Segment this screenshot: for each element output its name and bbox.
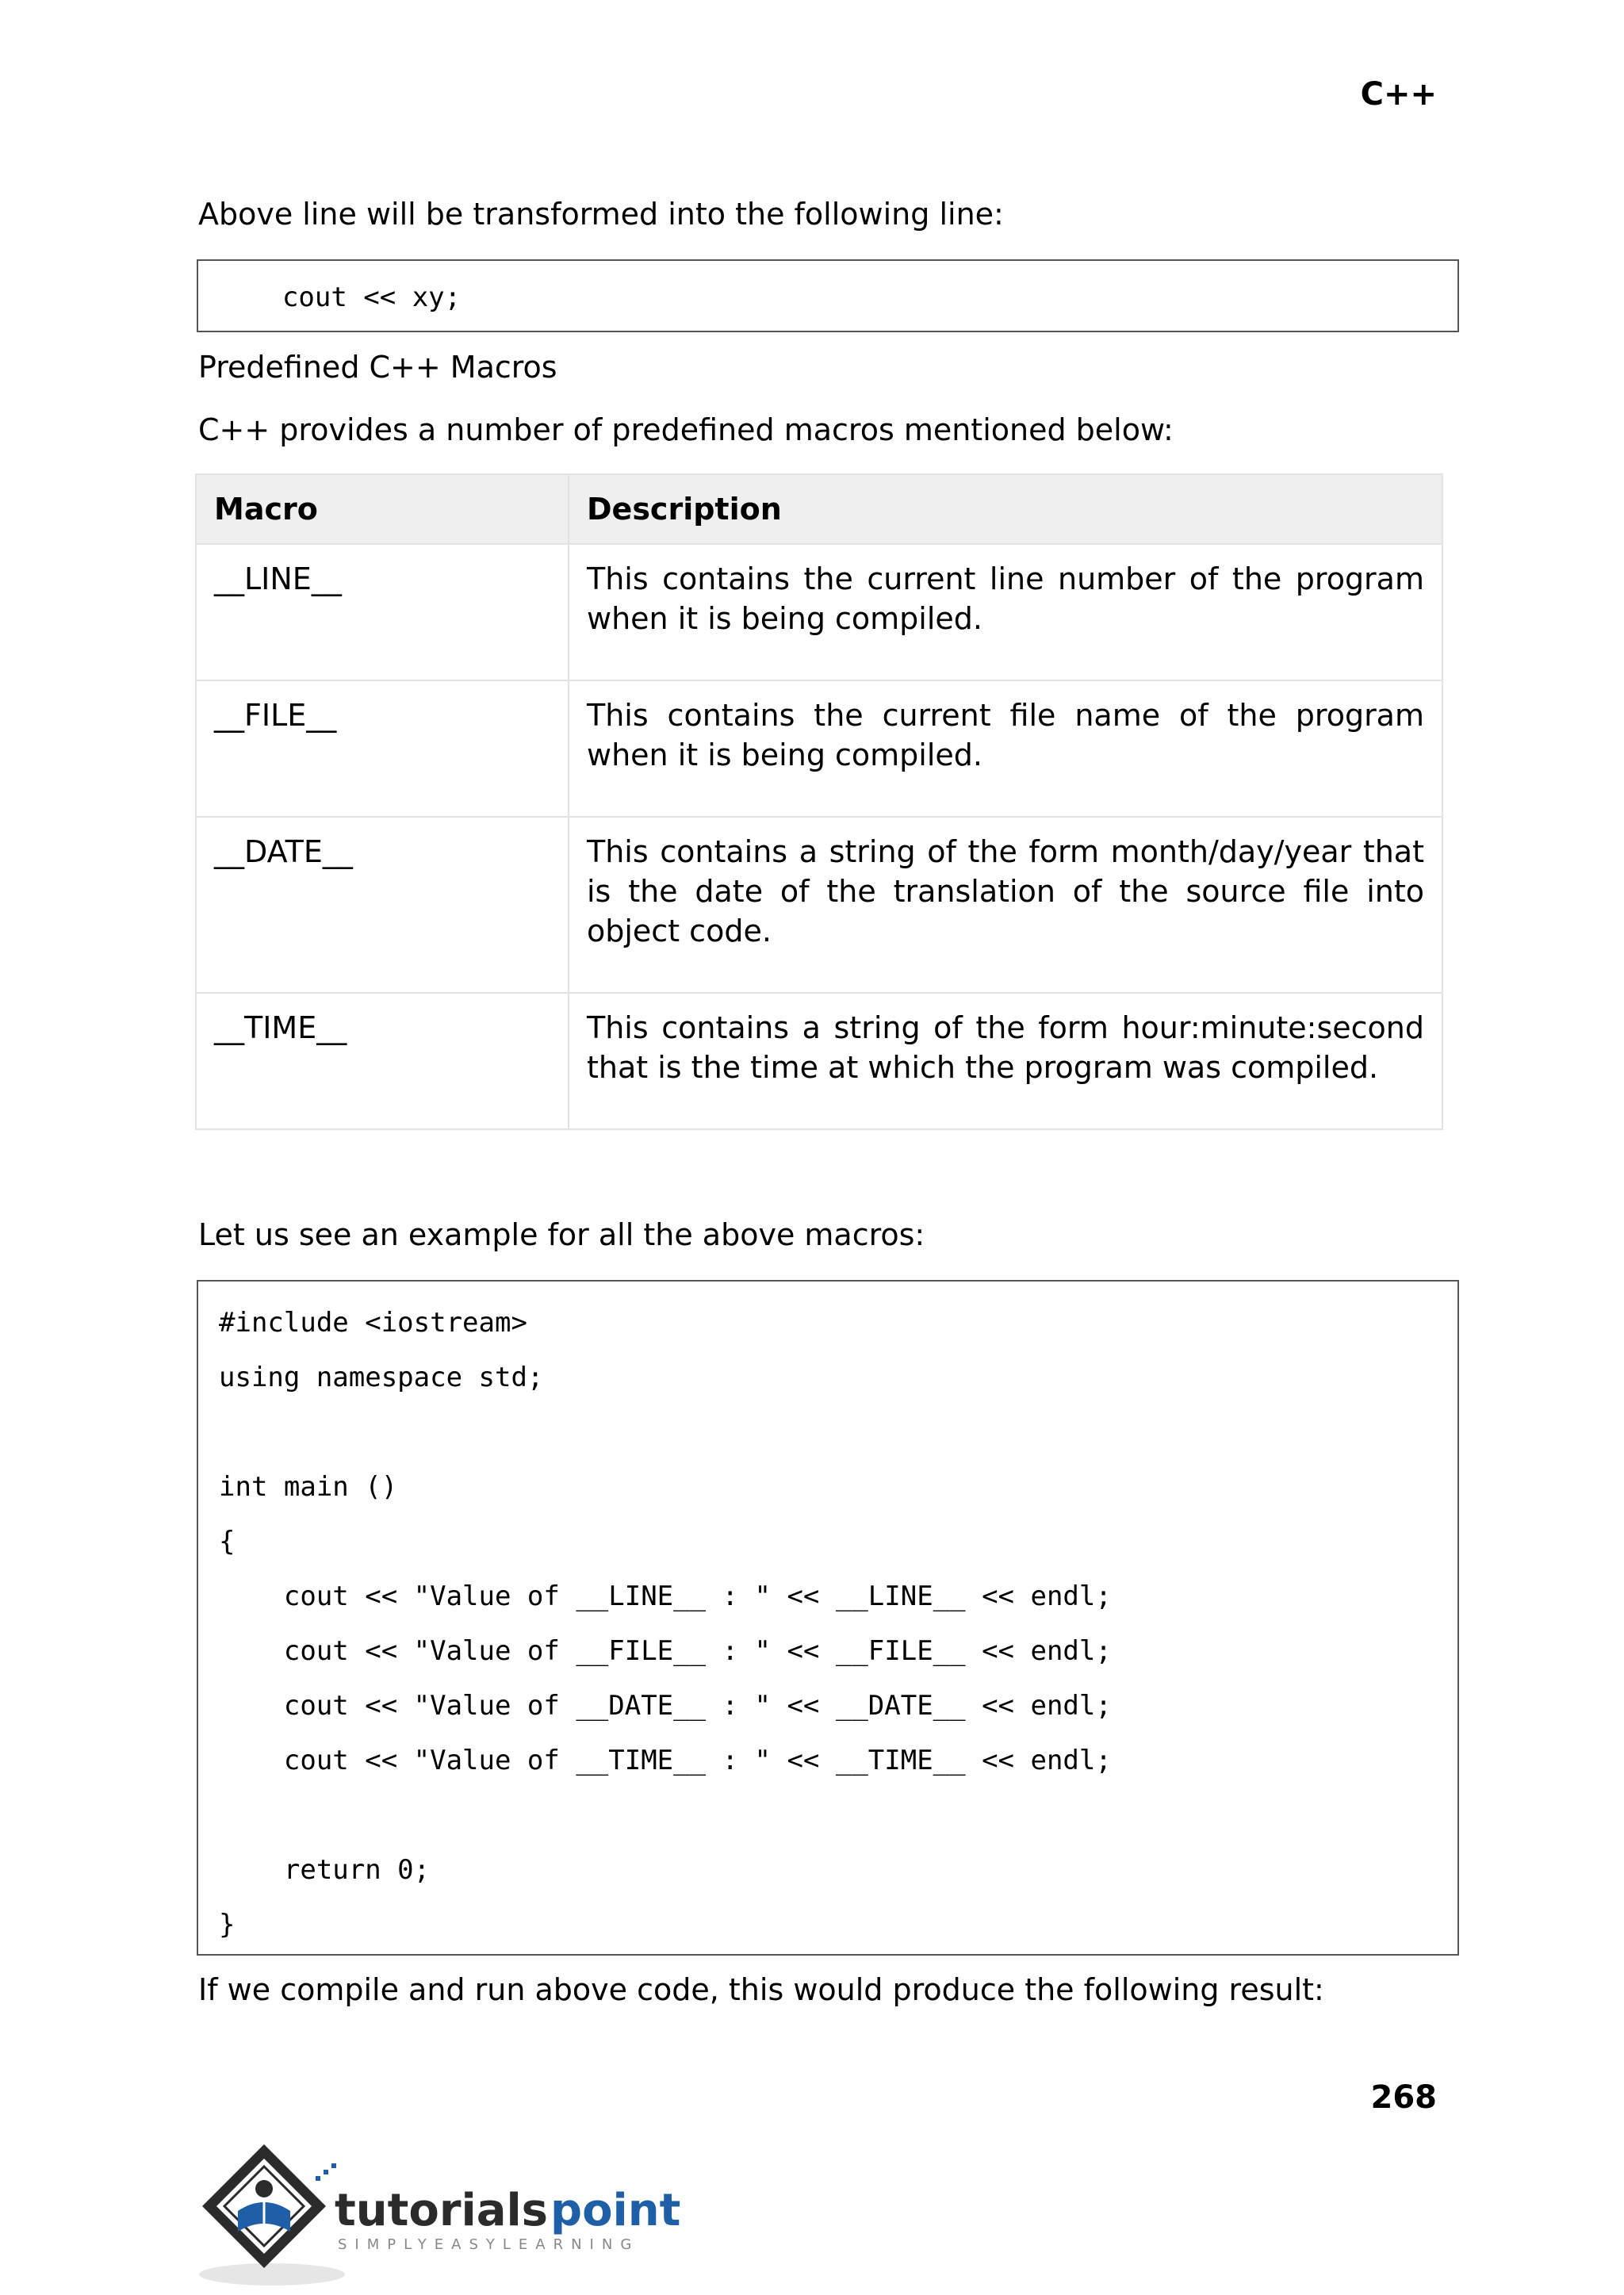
code-line: using namespace std; [219, 1362, 544, 1393]
code-line [219, 1788, 1457, 1843]
page-number: 268 [1370, 2079, 1437, 2116]
table-header-row [196, 474, 1442, 544]
macro-description: This contains the current line number of the program when it is being compiled. [569, 544, 1442, 680]
code-line: cout << "Value of __LINE__ : " << __LINE__ << endl; [219, 1580, 1112, 1612]
macro-name: __TIME__ [196, 993, 569, 1129]
code-line: cout << "Value of __TIME__ : " << __TIME__ << endl; [219, 1745, 1112, 1776]
code-line: } [219, 1909, 236, 1941]
header-title: C++ [1360, 76, 1437, 113]
column-header-description: Description [569, 474, 1442, 544]
code-line: cout << xy; [250, 282, 462, 313]
intro-text: Above line will be transformed into the following line: [198, 197, 1004, 232]
example-intro: Let us see an example for all the above macros: [198, 1217, 925, 1252]
code-line: { [219, 1526, 236, 1557]
macro-name: __DATE__ [196, 817, 569, 993]
column-header-macro: Macro [196, 474, 569, 544]
section-intro: C++ provides a number of predefined macros mentioned below: [198, 412, 1174, 447]
code-line [219, 1405, 1457, 1460]
code-line: int main () [219, 1471, 398, 1503]
logo-reader-icon [255, 2180, 273, 2197]
code-snippet-2 [197, 1280, 1459, 1956]
macro-description: This contains the current file name of the program when it is being compiled. [569, 680, 1442, 817]
macro-description: This contains a string of the form hour:minute:second that is the time at which the program was compiled. [569, 993, 1442, 1129]
code-line: #include <iostream> [219, 1307, 527, 1339]
logo-text-main: tutorials [335, 2185, 549, 2236]
table-row [196, 544, 1442, 680]
result-intro: If we compile and run above code, this would produce the following result: [198, 1972, 1324, 2007]
section-title: Predefined C++ Macros [198, 350, 557, 385]
logo-text-accent: point [550, 2185, 681, 2236]
macro-description: This contains a string of the form month/day/year that is the date of the translation of the source file into object code. [569, 817, 1442, 993]
table-row [196, 817, 1442, 993]
code-line: cout << "Value of __DATE__ : " << __DATE__ << endl; [219, 1690, 1112, 1722]
table-row [196, 993, 1442, 1129]
macro-name: __FILE__ [196, 680, 569, 817]
logo-tagline: SIMPLYEASYLEARNING [338, 2236, 640, 2253]
code-snippet-1 [197, 259, 1459, 332]
tutorialspoint-logo [197, 2138, 688, 2289]
logo-shadow [199, 2263, 345, 2285]
table-row [196, 680, 1442, 817]
code-line: return 0; [219, 1854, 431, 1886]
macro-name: __LINE__ [196, 544, 569, 680]
macros-table [195, 473, 1443, 1130]
logo-graphic [197, 2138, 688, 2289]
code-line: cout << "Value of __FILE__ : " << __FILE__ << endl; [219, 1635, 1112, 1667]
